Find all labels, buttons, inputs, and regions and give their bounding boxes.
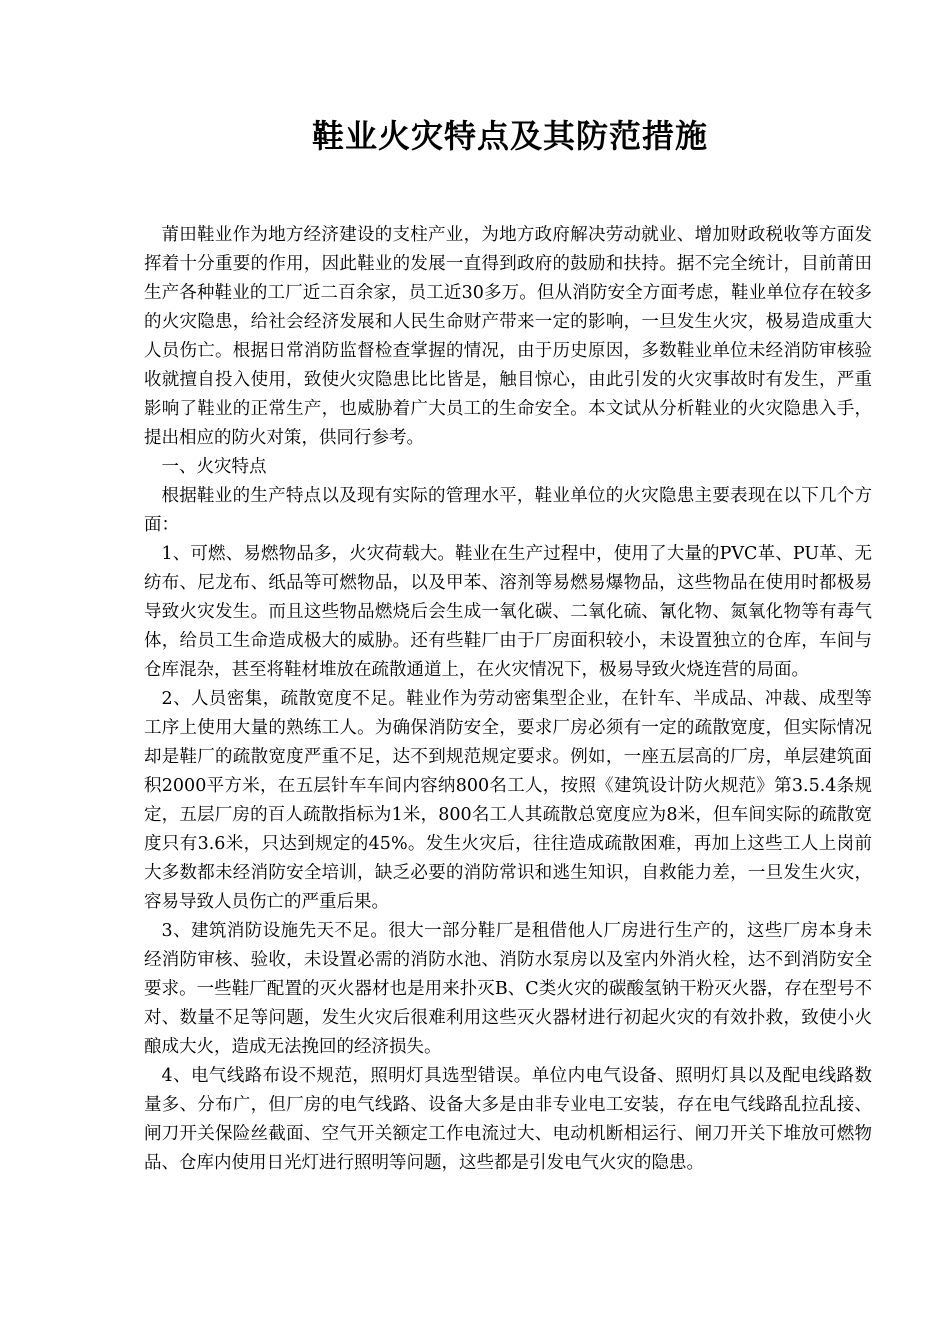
- section-heading-fire-characteristics: 一、火灾特点: [161, 457, 267, 477]
- paragraph-point-4: 4、电气线路布设不规范，照明灯具选型错误。单位内电气设备、照明灯具以及配电线路数量多、分布广，但厂房的电气线路、设备大多是由非专业电工安装，存在电气线路乱拉乱接、闸刀开关保险丝截面、空气开关额定工作电流过大、电动机断相运行、闸刀开关下堆放可燃物品、仓库内使用日光灯进行照明等问题，这些都是引发电气火灾的隐患。: [144, 1066, 872, 1173]
- paragraph-point-1: 1、可燃、易燃物品多，火灾荷载大。鞋业在生产过程中，使用了大量的PVC革、PU革、无纺布、尼龙布、纸品等可燃物品，以及甲苯、溶剂等易燃易爆物品，这些物品在使用时都极易导致火灾发生。而且这些物品燃烧后会生成一氧化碳、二氧化硫、氰化物、氮氧化物等有毒气体，给员工生命造成极大的威胁。还有些鞋厂由于厂房面积较小，未设置独立的仓库，车间与仓库混杂，甚至将鞋材堆放在疏散通道上，在火灾情况下，极易导致火烧连营的局面。: [144, 544, 872, 680]
- paragraph-overview: 根据鞋业的生产特点以及现有实际的管理水平，鞋业单位的火灾隐患主要表现在以下几个方面：: [144, 486, 872, 535]
- document-title: 鞋业火灾特点及其防范措施: [311, 117, 708, 155]
- paragraph-point-3: 3、建筑消防设施先天不足。很大一部分鞋厂是租借他人厂房进行生产的，这些厂房本身未经消防审核、验收，未设置必需的消防水池、消防水泵房以及室内外消火栓，达不到消防安全要求。一些鞋厂配置的灭火器材也是用来扑灭B、C类火灾的碳酸氢钠干粉灭火器，存在型号不对、数量不足等问题，发生火灾后很难利用这些灭火器材进行初起火灾的有效扑救，致使小火酿成大火，造成无法挽回的经济损失。: [144, 921, 872, 1057]
- paragraph-point-2: 2、人员密集，疏散宽度不足。鞋业作为劳动密集型企业，在针车、半成品、冲裁、成型等工序上使用大量的熟练工人。为确保消防安全，要求厂房必须有一定的疏散宽度，但实际情况却是鞋厂的疏散宽度严重不足，达不到规范规定要求。例如，一座五层高的厂房，单层建筑面积2000平方米，在五层针车车间内容纳800名工人，按照《建筑设计防火规范》第3.5.4条规定，五层厂房的百人疏散指标为1米，800名工人其疏散总宽度应为8米，但车间实际的疏散宽度只有3.6米，只达到规定的45%。发生火灾后，往往造成疏散困难，再加上这些工人上岗前大多数都未经消防安全培训，缺乏必要的消防常识和逃生知识，自救能力差，一旦发生火灾，容易导致人员伤亡的严重后果。: [144, 689, 872, 912]
- document-body: [144, 221, 872, 1178]
- paragraph-intro: 莆田鞋业作为地方经济建设的支柱产业，为地方政府解决劳动就业、增加财政税收等方面发挥着十分重要的作用，因此鞋业的发展一直得到政府的鼓励和扶持。据不完全统计，目前莆田生产各种鞋业的工厂近二百余家，员工近30多万。但从消防安全方面考虑，鞋业单位存在较多的火灾隐患，给社会经济发展和人民生命财产带来一定的影响，一旦发生火灾，极易造成重大人员伤亡。根据日常消防监督检查掌握的情况，由于历史原因，多数鞋业单位未经消防审核验收就擅自投入使用，致使火灾隐患比比皆是，触目惊心，由此引发的火灾事故时有发生，严重影响了鞋业的正常生产，也威胁着广大员工的生命安全。本文试从分析鞋业的火灾隐患入手，提出相应的防火对策，供同行参考。: [144, 225, 872, 448]
